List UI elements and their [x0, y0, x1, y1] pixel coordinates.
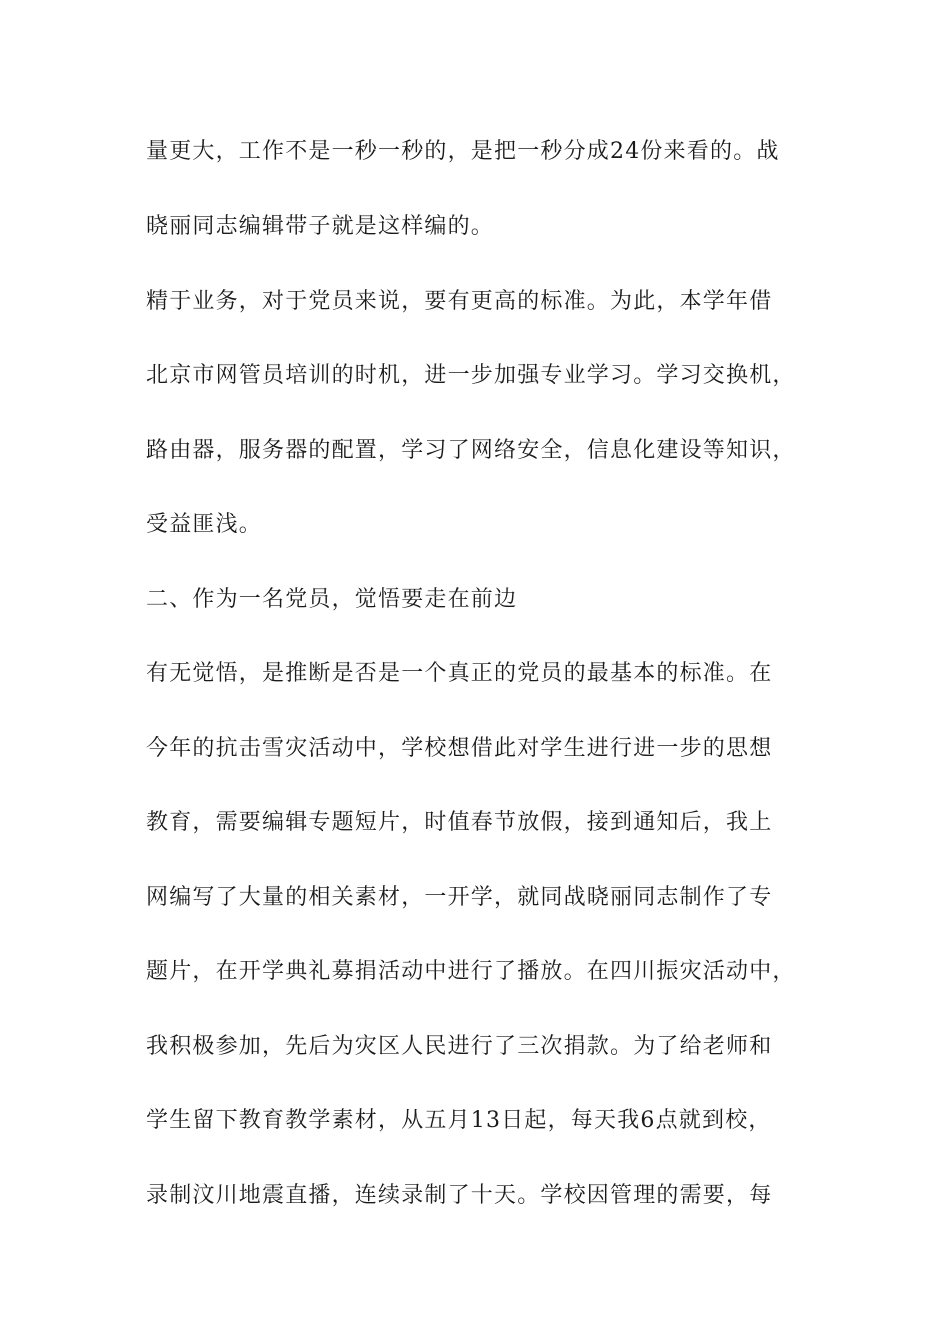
text-line: 录制汶川地震直播，连续录制了十天。学校因管理的需要，每 [146, 1183, 773, 1208]
text-line: 有无觉悟，是推断是否是一个真正的党员的最基本的标准。在 [146, 661, 773, 686]
text-line: 今年的抗击雪灾活动中，学校想借此对学生进行进一步的思想 [146, 736, 773, 761]
text-line: 网编写了大量的相关素材，一开学，就同战晓丽同志制作了专 [146, 885, 773, 910]
text-line: 北京市网管员培训的时机，进一步加强专业学习。学习交换机， [146, 363, 796, 388]
text-line: 我积极参加，先后为灾区人民进行了三次捐款。为了给老师和 [146, 1034, 773, 1059]
text-line: 学生留下教育教学素材，从五月13日起，每天我6点就到校， [146, 1108, 772, 1133]
text-line: 教育，需要编辑专题短片，时值春节放假，接到通知后，我上 [146, 810, 773, 835]
text-line: 路由器，服务器的配置，学习了网络安全，信息化建设等知识， [146, 438, 796, 463]
text-line: 受益匪浅。 [146, 512, 263, 537]
text-line: 晓丽同志编辑带子就是这样编的。 [146, 214, 495, 239]
text-line: 精于业务，对于党员来说，要有更高的标准。为此，本学年借 [146, 289, 773, 314]
text-line: 量更大，工作不是一秒一秒的，是把一秒分成24份来看的。战 [146, 139, 780, 164]
section-heading: 二、作为一名党员，觉悟要走在前边 [146, 587, 518, 612]
text-line: 题片，在开学典礼募捐活动中进行了播放。在四川振灾活动中， [146, 959, 796, 984]
